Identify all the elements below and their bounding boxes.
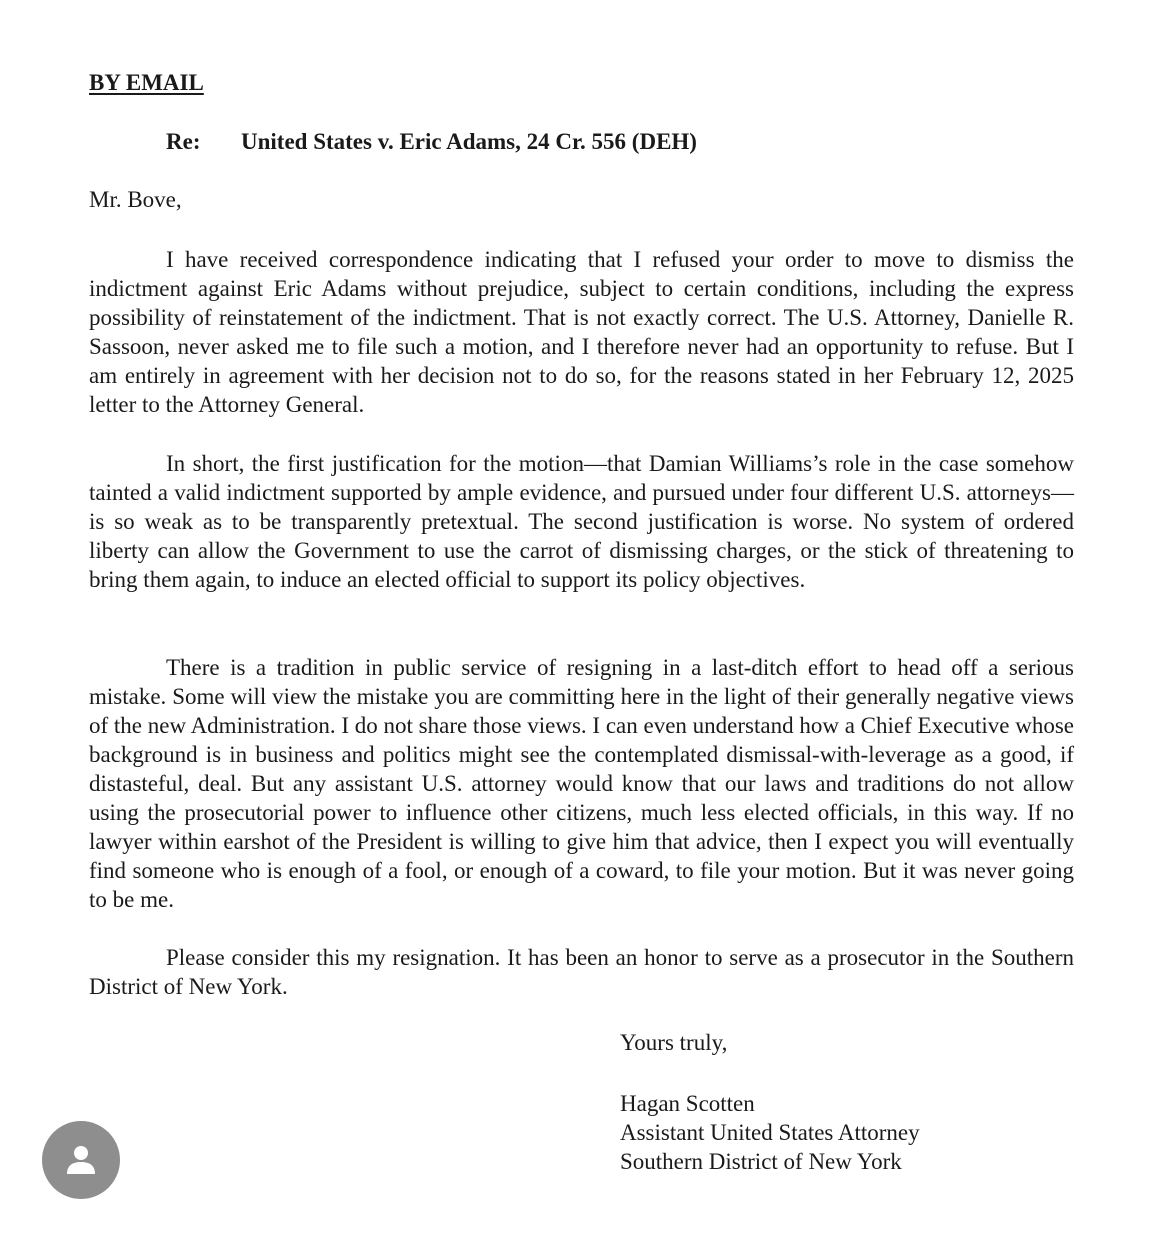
person-icon bbox=[61, 1140, 101, 1180]
re-subject: United States v. Eric Adams, 24 Cr. 556 (DEH) bbox=[241, 129, 697, 154]
signer-office: Southern District of New York bbox=[620, 1149, 902, 1174]
signer-title: Assistant United States Attorney bbox=[620, 1120, 920, 1145]
paragraph-4: Please consider this my resignation. It has been an honor to serve as a prosecutor in the Southern District of New York. bbox=[89, 945, 1074, 999]
paragraph-3: There is a tradition in public service of resigning in a last-ditch effort to head off a serious mistake. Some will view the mistake you are committing here in the light of their generally negative views of the new Administration. I do not share those views. I can even understand how a Chief Executive whose background is in business and politics might see the contemplated dismissal-with-leverage as a good, if distasteful, deal. But any assistant U.S. attorney would know that our laws and traditions do not allow using the prosecutorial power to influence other citizens, much less elected officials, in this way. If no lawyer within earshot of the President is willing to give him that advice, then I expect you will eventually find someone who is enough of a fool, or enough of a coward, to file your motion. But it was never going to be me. bbox=[89, 655, 1074, 912]
re-label: Re: bbox=[166, 129, 201, 154]
paragraph-1: I have received correspondence indicating that I refused your order to move to dismiss the indictment against Eric Adams without prejudice, subject to certain conditions, including the express possibility of reinstatement of the indictment. That is not exactly correct. The U.S. Attorney, Danielle R. Sassoon, never asked me to file such a motion, and I therefore never had an opportunity to refuse. But I am entirely in agreement with her decision not to do so, for the reasons stated in her February 12, 2025 letter to the Attorney General. bbox=[89, 247, 1074, 417]
letter-heading: BY EMAIL bbox=[89, 70, 204, 95]
signer-name: Hagan Scotten bbox=[620, 1091, 755, 1116]
profile-avatar-button[interactable] bbox=[42, 1121, 120, 1199]
salutation: Mr. Bove, bbox=[89, 187, 182, 212]
signature-block bbox=[620, 1089, 920, 1176]
closing: Yours truly, bbox=[620, 1030, 728, 1055]
paragraph-2: In short, the first justification for the motion—that Damian Williams’s role in the case somehow tainted a valid indictment supported by ample evidence, and pursued under four different U.S. attorneys—is so weak as to be transparently pretextual. The second justification is worse. No system of ordered liberty can allow the Government to use the carrot of dismissing charges, or the stick of threatening to bring them again, to induce an elected official to support its policy objectives. bbox=[89, 451, 1074, 592]
re-line bbox=[166, 129, 697, 155]
